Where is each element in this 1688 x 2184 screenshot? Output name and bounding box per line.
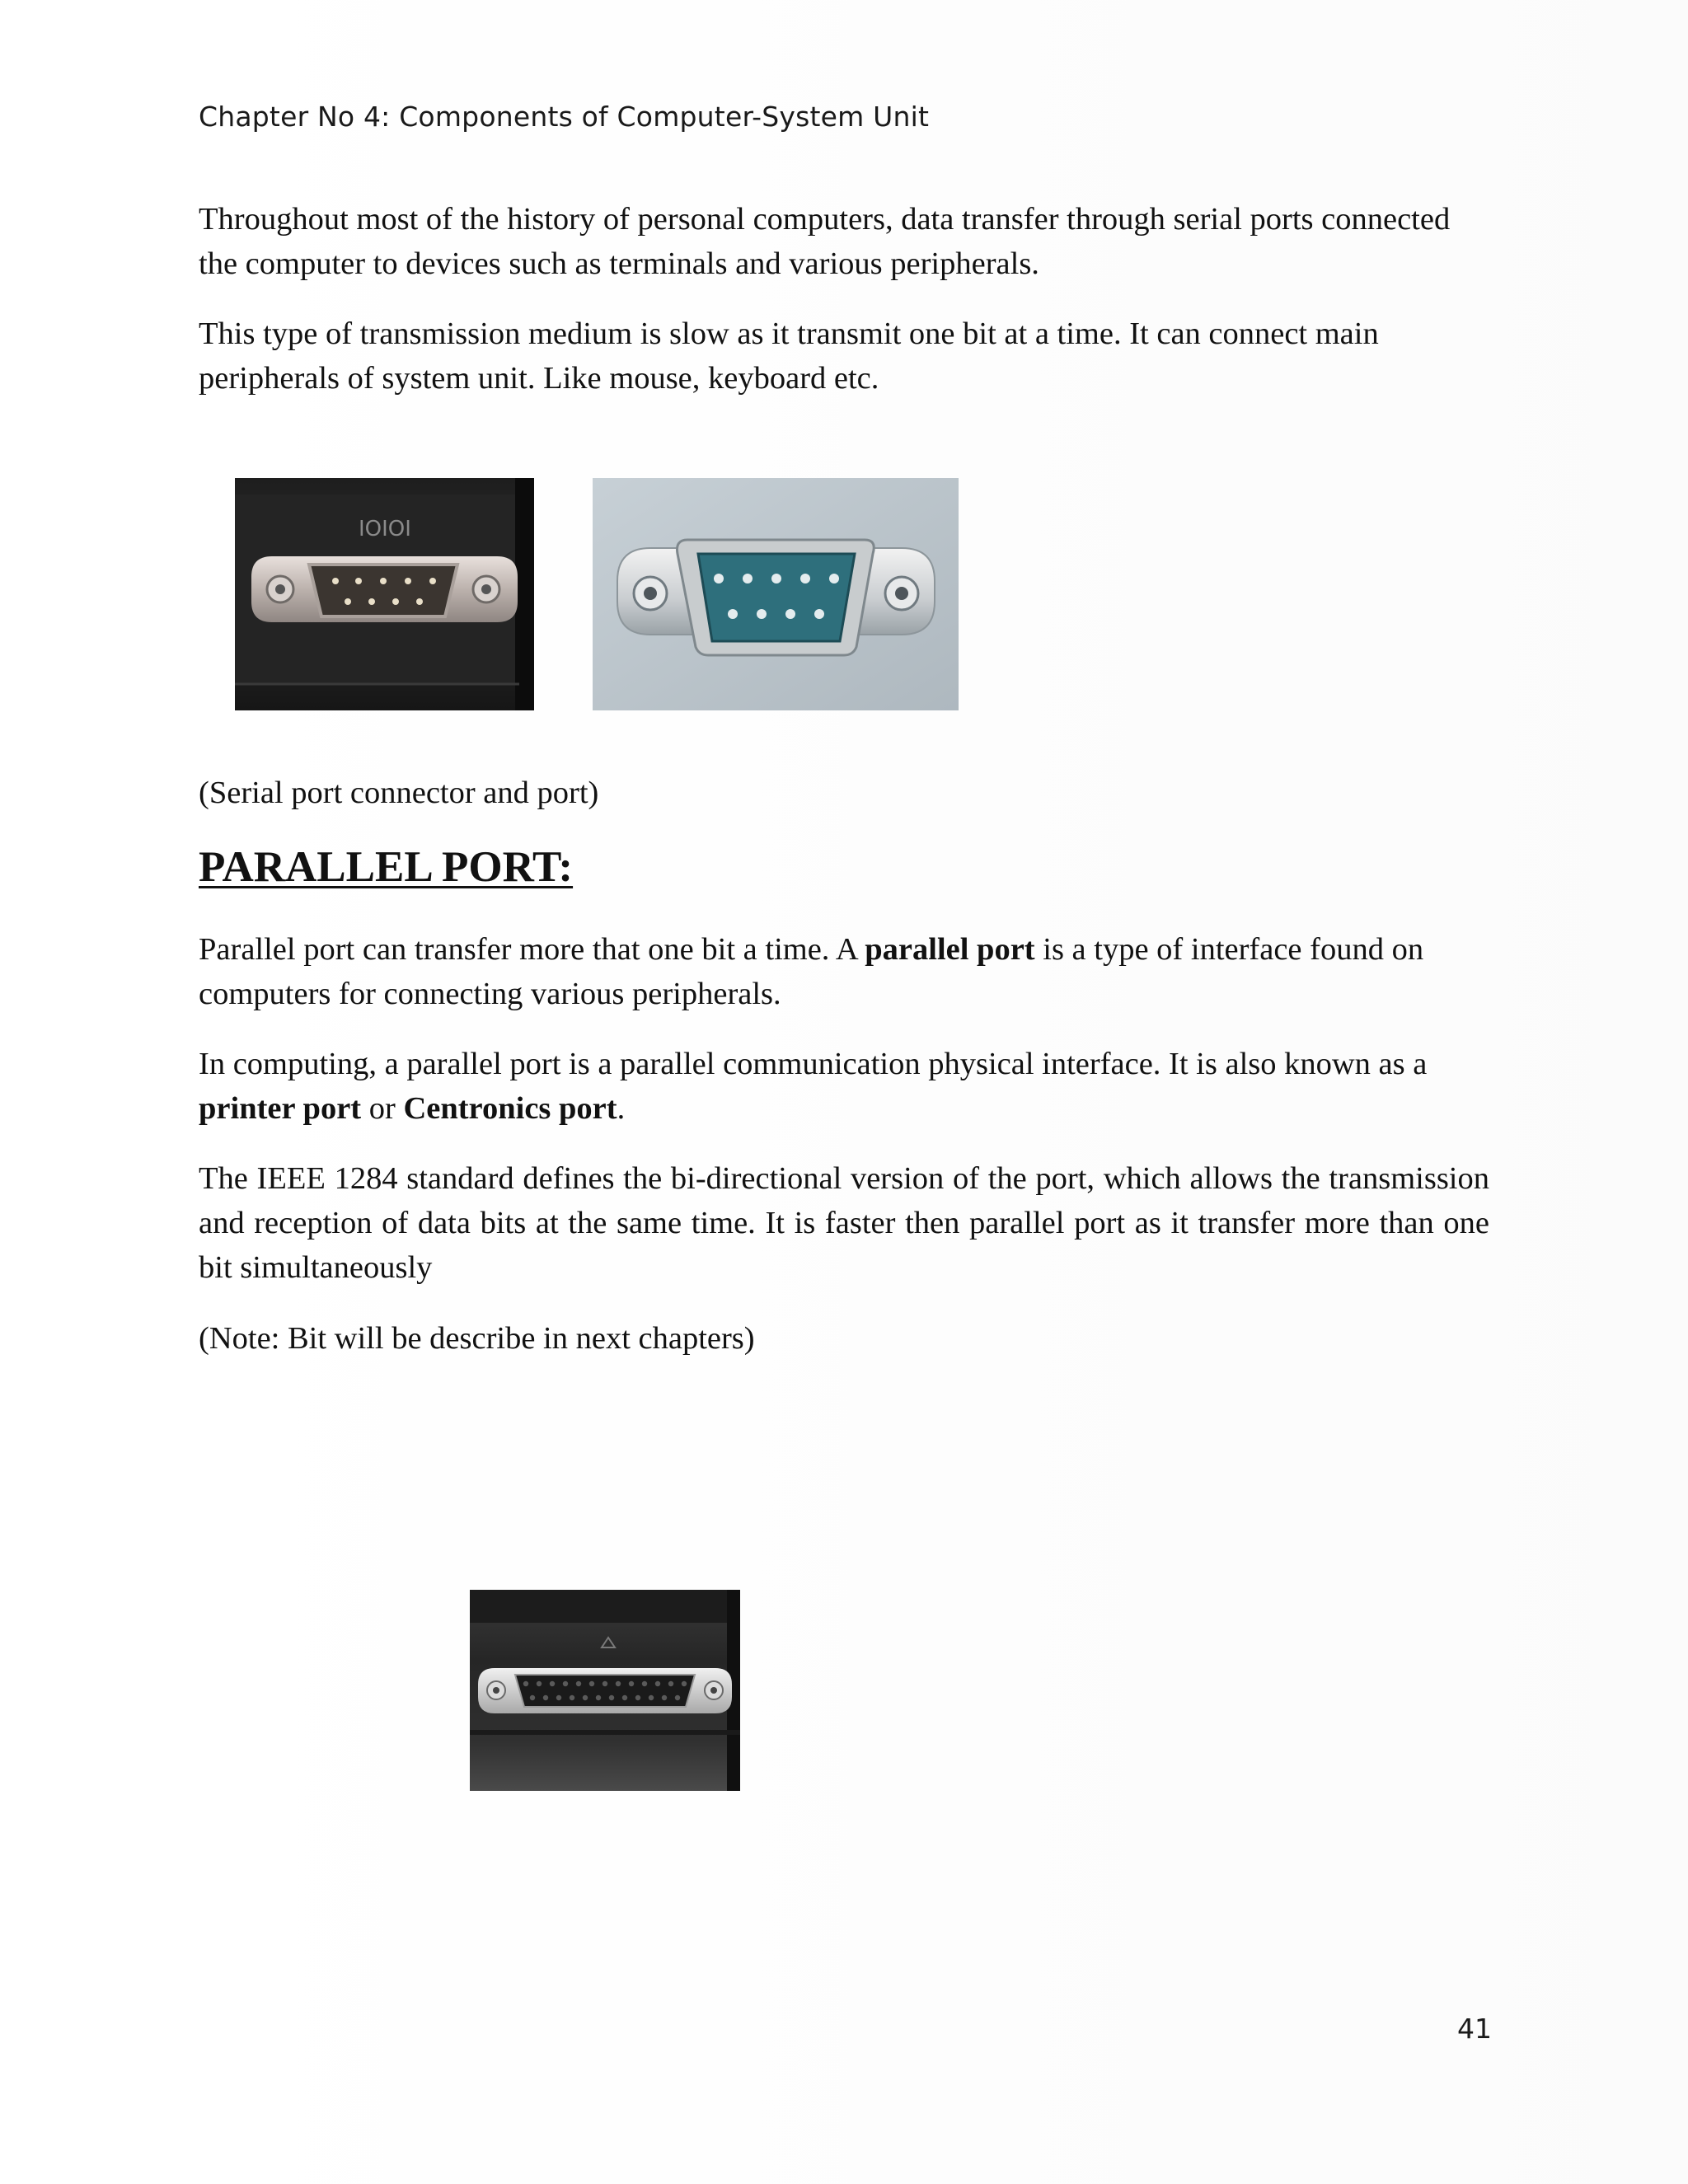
bold-term-printer-port: printer port [199, 1091, 362, 1126]
bold-term-centronics-port: Centronics port [403, 1091, 617, 1126]
paragraph-serial-history: Throughout most of the history of personal computers, data transfer through serial ports connected the computer to devices such as terminals and various peripherals. [199, 202, 1451, 281]
section-heading: PARALLEL PORT: [199, 843, 574, 891]
paragraph-parallel-intro: Parallel port can transfer more that one bit a time. A parallel port is a type of interface found on computers for connecting various peripherals. [199, 932, 1424, 1011]
bold-term-parallel-port: parallel port [865, 932, 1035, 967]
paragraph-note: (Note: Bit will be describe in next chapters) [199, 1321, 755, 1356]
figure-caption: (Serial port connector and port) [199, 776, 599, 810]
paragraph-parallel-aliases: In computing, a parallel port is a parallel communication physical interface. It is also known as a printer port or Centronics port. [199, 1047, 1428, 1126]
parallel-port-photo [470, 1590, 740, 1791]
svg-text:IOIOI: IOIOI [359, 517, 411, 541]
paragraph-ieee-1284: The IEEE 1284 standard defines the bi-directional version of the port, which allows the transmission and reception of data bits at the same time. It is faster then parallel port as it transfer more than one bit simultaneously [199, 1161, 1489, 1285]
serial-port-connector-photo [235, 478, 534, 710]
page-number: 41 [1457, 2013, 1492, 2045]
paragraph-serial-speed: This type of transmission medium is slow as it transmit one bit at a time. It can connect main peripherals of system unit. Like mouse, keyboard etc. [199, 316, 1379, 396]
running-header: Chapter No 4: Components of Computer-System Unit [199, 101, 930, 133]
serial-port-photo [593, 478, 959, 710]
